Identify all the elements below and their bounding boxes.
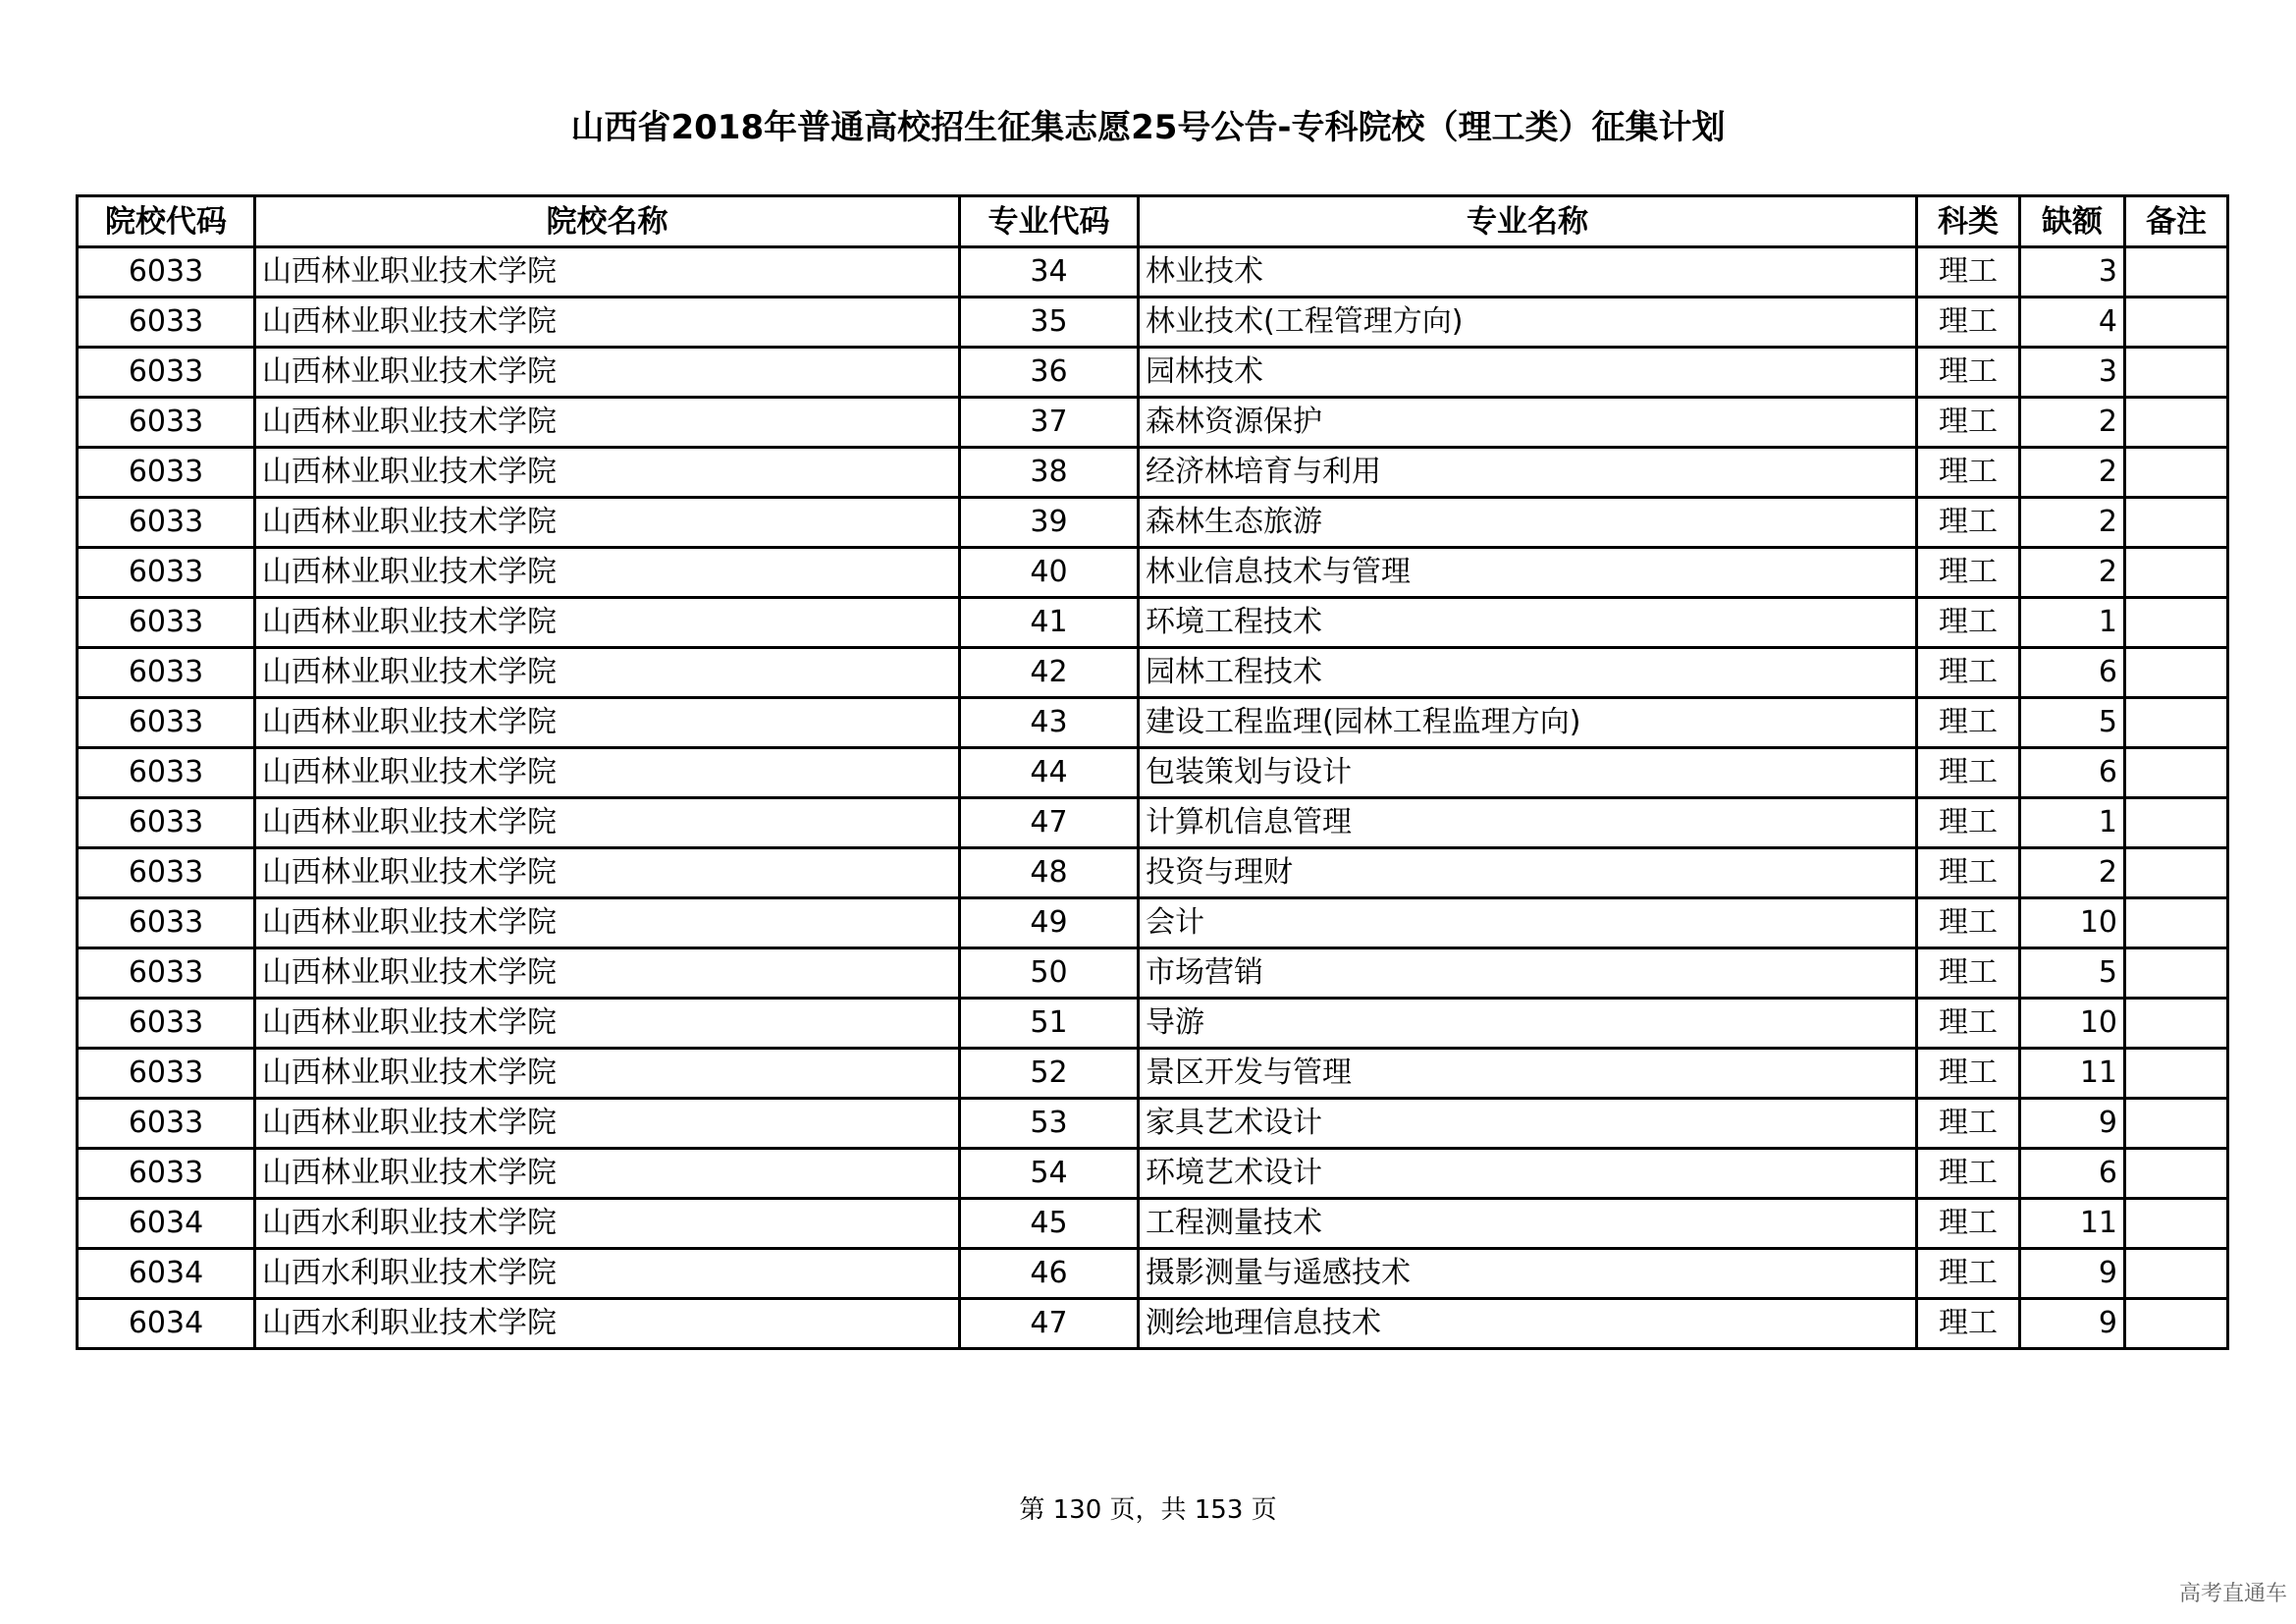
remarks-cell <box>2125 498 2228 548</box>
major-code-cell: 36 <box>960 348 1139 398</box>
remarks-cell <box>2125 1149 2228 1199</box>
remarks-cell <box>2125 648 2228 698</box>
header-vacancy: 缺额 <box>2020 196 2125 247</box>
remarks-cell <box>2125 298 2228 348</box>
major-name-cell: 园林技术 <box>1139 348 1917 398</box>
category-cell: 理工 <box>1917 1249 2020 1299</box>
school-code-cell: 6033 <box>78 1099 255 1149</box>
table-header-row <box>78 196 2228 247</box>
table-row <box>78 1149 2228 1199</box>
major-code-cell: 49 <box>960 898 1139 948</box>
vacancy-cell: 6 <box>2020 648 2125 698</box>
major-name-cell: 园林工程技术 <box>1139 648 1917 698</box>
school-code-cell: 6033 <box>78 548 255 598</box>
major-code-cell: 53 <box>960 1099 1139 1149</box>
school-name-cell: 山西水利职业技术学院 <box>255 1299 960 1349</box>
school-code-cell: 6033 <box>78 648 255 698</box>
header-major-name: 专业名称 <box>1139 196 1917 247</box>
school-name-cell: 山西林业职业技术学院 <box>255 348 960 398</box>
table-row <box>78 247 2228 298</box>
table-row <box>78 748 2228 798</box>
major-code-cell: 47 <box>960 1299 1139 1349</box>
table-row <box>78 598 2228 648</box>
vacancy-cell: 2 <box>2020 398 2125 448</box>
school-name-cell: 山西林业职业技术学院 <box>255 498 960 548</box>
school-code-cell: 6034 <box>78 1249 255 1299</box>
vacancy-cell: 6 <box>2020 748 2125 798</box>
category-cell: 理工 <box>1917 748 2020 798</box>
school-code-cell: 6033 <box>78 898 255 948</box>
remarks-cell <box>2125 999 2228 1049</box>
school-name-cell: 山西林业职业技术学院 <box>255 1149 960 1199</box>
remarks-cell <box>2125 848 2228 898</box>
school-name-cell: 山西林业职业技术学院 <box>255 298 960 348</box>
school-name-cell: 山西林业职业技术学院 <box>255 548 960 598</box>
remarks-cell <box>2125 598 2228 648</box>
school-code-cell: 6033 <box>78 298 255 348</box>
category-cell: 理工 <box>1917 648 2020 698</box>
category-cell: 理工 <box>1917 898 2020 948</box>
school-code-cell: 6033 <box>78 848 255 898</box>
table-row <box>78 398 2228 448</box>
major-name-cell: 环境工程技术 <box>1139 598 1917 648</box>
category-cell: 理工 <box>1917 1199 2020 1249</box>
remarks-cell <box>2125 798 2228 848</box>
school-name-cell: 山西林业职业技术学院 <box>255 648 960 698</box>
major-name-cell: 景区开发与管理 <box>1139 1049 1917 1099</box>
school-code-cell: 6033 <box>78 798 255 848</box>
major-name-cell: 摄影测量与遥感技术 <box>1139 1249 1917 1299</box>
vacancy-cell: 3 <box>2020 247 2125 298</box>
major-code-cell: 44 <box>960 748 1139 798</box>
major-name-cell: 导游 <box>1139 999 1917 1049</box>
table-row <box>78 698 2228 748</box>
remarks-cell <box>2125 1099 2228 1149</box>
major-name-cell: 建设工程监理(园林工程监理方向) <box>1139 698 1917 748</box>
vacancy-cell: 3 <box>2020 348 2125 398</box>
major-code-cell: 46 <box>960 1249 1139 1299</box>
category-cell: 理工 <box>1917 548 2020 598</box>
page-number-footer: 第 130 页，共 153 页 <box>1019 1495 1277 1525</box>
major-name-cell: 计算机信息管理 <box>1139 798 1917 848</box>
remarks-cell <box>2125 548 2228 598</box>
vacancy-cell: 4 <box>2020 298 2125 348</box>
header-school-code: 院校代码 <box>78 196 255 247</box>
major-code-cell: 47 <box>960 798 1139 848</box>
remarks-cell <box>2125 1299 2228 1349</box>
category-cell: 理工 <box>1917 398 2020 448</box>
school-name-cell: 山西林业职业技术学院 <box>255 999 960 1049</box>
table-row <box>78 298 2228 348</box>
table-row <box>78 798 2228 848</box>
major-name-cell: 会计 <box>1139 898 1917 948</box>
table-row <box>78 498 2228 548</box>
major-code-cell: 45 <box>960 1199 1139 1249</box>
table-row <box>78 348 2228 398</box>
school-name-cell: 山西林业职业技术学院 <box>255 948 960 999</box>
category-cell: 理工 <box>1917 999 2020 1049</box>
header-major-code: 专业代码 <box>960 196 1139 247</box>
vacancy-cell: 10 <box>2020 999 2125 1049</box>
header-school-name: 院校名称 <box>255 196 960 247</box>
vacancy-cell: 11 <box>2020 1049 2125 1099</box>
major-code-cell: 54 <box>960 1149 1139 1199</box>
category-cell: 理工 <box>1917 247 2020 298</box>
category-cell: 理工 <box>1917 948 2020 999</box>
enrollment-plan-table <box>76 194 2229 1350</box>
category-cell: 理工 <box>1917 448 2020 498</box>
vacancy-cell: 6 <box>2020 1149 2125 1199</box>
school-name-cell: 山西林业职业技术学院 <box>255 598 960 648</box>
table-body <box>78 247 2228 1349</box>
table-row <box>78 1049 2228 1099</box>
major-name-cell: 经济林培育与利用 <box>1139 448 1917 498</box>
table-row <box>78 1099 2228 1149</box>
category-cell: 理工 <box>1917 848 2020 898</box>
category-cell: 理工 <box>1917 348 2020 398</box>
school-name-cell: 山西林业职业技术学院 <box>255 798 960 848</box>
school-code-cell: 6033 <box>78 398 255 448</box>
major-code-cell: 34 <box>960 247 1139 298</box>
remarks-cell <box>2125 448 2228 498</box>
major-code-cell: 41 <box>960 598 1139 648</box>
major-code-cell: 50 <box>960 948 1139 999</box>
remarks-cell <box>2125 948 2228 999</box>
school-name-cell: 山西林业职业技术学院 <box>255 1099 960 1149</box>
remarks-cell <box>2125 247 2228 298</box>
table-row <box>78 548 2228 598</box>
school-code-cell: 6033 <box>78 498 255 548</box>
school-code-cell: 6033 <box>78 948 255 999</box>
major-code-cell: 40 <box>960 548 1139 598</box>
school-code-cell: 6033 <box>78 247 255 298</box>
vacancy-cell: 1 <box>2020 798 2125 848</box>
vacancy-cell: 9 <box>2020 1099 2125 1149</box>
school-name-cell: 山西林业职业技术学院 <box>255 848 960 898</box>
school-code-cell: 6033 <box>78 348 255 398</box>
major-code-cell: 42 <box>960 648 1139 698</box>
table-row <box>78 1199 2228 1249</box>
vacancy-cell: 1 <box>2020 598 2125 648</box>
school-code-cell: 6034 <box>78 1199 255 1249</box>
category-cell: 理工 <box>1917 498 2020 548</box>
vacancy-cell: 2 <box>2020 848 2125 898</box>
school-code-cell: 6033 <box>78 448 255 498</box>
vacancy-cell: 11 <box>2020 1199 2125 1249</box>
vacancy-cell: 10 <box>2020 898 2125 948</box>
category-cell: 理工 <box>1917 1149 2020 1199</box>
major-name-cell: 包装策划与设计 <box>1139 748 1917 798</box>
school-code-cell: 6033 <box>78 999 255 1049</box>
school-code-cell: 6034 <box>78 1299 255 1349</box>
watermark-logo-text: 高考直通车 <box>2178 1582 2287 1606</box>
vacancy-cell: 5 <box>2020 698 2125 748</box>
major-code-cell: 38 <box>960 448 1139 498</box>
school-name-cell: 山西林业职业技术学院 <box>255 898 960 948</box>
major-code-cell: 48 <box>960 848 1139 898</box>
major-name-cell: 林业技术 <box>1139 247 1917 298</box>
major-name-cell: 森林资源保护 <box>1139 398 1917 448</box>
category-cell: 理工 <box>1917 698 2020 748</box>
school-name-cell: 山西林业职业技术学院 <box>255 1049 960 1099</box>
school-code-cell: 6033 <box>78 1049 255 1099</box>
major-code-cell: 43 <box>960 698 1139 748</box>
category-cell: 理工 <box>1917 1299 2020 1349</box>
vacancy-cell: 9 <box>2020 1249 2125 1299</box>
major-name-cell: 测绘地理信息技术 <box>1139 1299 1917 1349</box>
vacancy-cell: 9 <box>2020 1299 2125 1349</box>
vacancy-cell: 5 <box>2020 948 2125 999</box>
table-row <box>78 1299 2228 1349</box>
header-remarks: 备注 <box>2125 196 2228 247</box>
remarks-cell <box>2125 348 2228 398</box>
major-name-cell: 投资与理财 <box>1139 848 1917 898</box>
table-row <box>78 999 2228 1049</box>
vacancy-cell: 2 <box>2020 448 2125 498</box>
header-category: 科类 <box>1917 196 2020 247</box>
category-cell: 理工 <box>1917 1099 2020 1149</box>
major-code-cell: 35 <box>960 298 1139 348</box>
major-name-cell: 林业技术(工程管理方向) <box>1139 298 1917 348</box>
major-code-cell: 39 <box>960 498 1139 548</box>
category-cell: 理工 <box>1917 1049 2020 1099</box>
remarks-cell <box>2125 398 2228 448</box>
school-code-cell: 6033 <box>78 1149 255 1199</box>
major-code-cell: 52 <box>960 1049 1139 1099</box>
school-name-cell: 山西水利职业技术学院 <box>255 1249 960 1299</box>
table-row <box>78 948 2228 999</box>
remarks-cell <box>2125 898 2228 948</box>
school-name-cell: 山西水利职业技术学院 <box>255 1199 960 1249</box>
school-code-cell: 6033 <box>78 698 255 748</box>
remarks-cell <box>2125 1199 2228 1249</box>
major-name-cell: 市场营销 <box>1139 948 1917 999</box>
remarks-cell <box>2125 1249 2228 1299</box>
table-row <box>78 448 2228 498</box>
category-cell: 理工 <box>1917 298 2020 348</box>
table-row <box>78 898 2228 948</box>
vacancy-cell: 2 <box>2020 548 2125 598</box>
major-name-cell: 林业信息技术与管理 <box>1139 548 1917 598</box>
table-row <box>78 848 2228 898</box>
major-code-cell: 37 <box>960 398 1139 448</box>
vacancy-cell: 2 <box>2020 498 2125 548</box>
category-cell: 理工 <box>1917 598 2020 648</box>
remarks-cell <box>2125 1049 2228 1099</box>
school-name-cell: 山西林业职业技术学院 <box>255 748 960 798</box>
school-code-cell: 6033 <box>78 598 255 648</box>
remarks-cell <box>2125 698 2228 748</box>
school-name-cell: 山西林业职业技术学院 <box>255 698 960 748</box>
school-name-cell: 山西林业职业技术学院 <box>255 247 960 298</box>
major-code-cell: 51 <box>960 999 1139 1049</box>
major-name-cell: 森林生态旅游 <box>1139 498 1917 548</box>
school-code-cell: 6033 <box>78 748 255 798</box>
table-row <box>78 648 2228 698</box>
category-cell: 理工 <box>1917 798 2020 848</box>
school-name-cell: 山西林业职业技术学院 <box>255 398 960 448</box>
major-name-cell: 工程测量技术 <box>1139 1199 1917 1249</box>
remarks-cell <box>2125 748 2228 798</box>
table-row <box>78 1249 2228 1299</box>
major-name-cell: 家具艺术设计 <box>1139 1099 1917 1149</box>
page-title: 山西省2018年普通高校招生征集志愿25号公告-专科院校（理工类）征集计划 <box>570 108 1726 147</box>
major-name-cell: 环境艺术设计 <box>1139 1149 1917 1199</box>
school-name-cell: 山西林业职业技术学院 <box>255 448 960 498</box>
